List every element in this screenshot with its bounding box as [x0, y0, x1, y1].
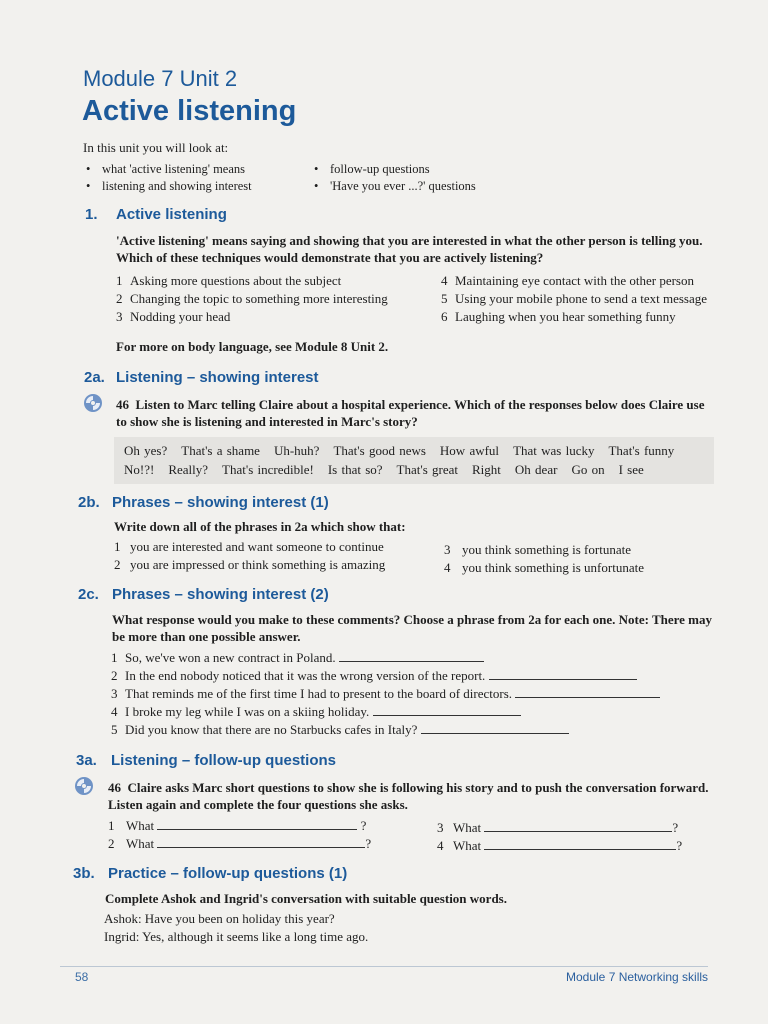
comments-list [111, 650, 660, 740]
module-label: Module 7 Unit 2 [83, 66, 238, 91]
list-item: 2 you are impressed or think something is amazing [114, 557, 386, 572]
answer-blank[interactable] [484, 838, 676, 850]
list-item: 3 Nodding your head [116, 309, 231, 324]
topics-right [314, 162, 476, 196]
list-item: 5 Using your mobile phone to send a text message [441, 291, 708, 306]
section-3b-instructions: Complete Ashok and Ingrid's conversation with suitable question words. [105, 891, 507, 906]
section-number: 3a. [76, 752, 97, 769]
section-2c-instructions: What response would you make to these comments? Choose a phrase from 2a for each one. Note: There may be more than one possible answer. [112, 612, 713, 644]
section-3a-heading [76, 752, 336, 769]
section-title: Active listening [116, 206, 227, 223]
answer-blank[interactable] [157, 836, 365, 848]
topic-item: • listening and showing interest [86, 179, 252, 196]
section-2c-heading [78, 586, 329, 603]
footer-module-label: Module 7 Networking skills [566, 970, 709, 984]
dialogue-line: Ashok: Have you been on holiday this year? [104, 911, 335, 926]
phrase: That was lucky [513, 443, 595, 458]
section-number: 2c. [78, 586, 99, 603]
page-title: Active listening [82, 95, 297, 127]
section-title: Listening – showing interest [116, 369, 319, 386]
phrase: That's incredible! [222, 462, 314, 477]
phrase: That's funny [608, 443, 675, 458]
section-number: 2b. [78, 494, 100, 511]
techniques-left [116, 273, 388, 327]
phrase: How awful [439, 443, 500, 458]
topic-item: • what 'active listening' means [86, 162, 252, 179]
list-item: 3 What ? [437, 820, 679, 835]
answer-blank[interactable] [421, 722, 569, 734]
dialogue-line: Ingrid: Yes, although it seems like a long time ago. [104, 929, 369, 944]
section-3a-instructions: 46 Claire asks Marc short questions to show she is following his story and to push the conversation forward. Listen again and complete the four questions she asks. [108, 780, 709, 812]
list-item: 5 Did you know that there are no Starbucks cafes in Italy? [111, 722, 660, 740]
track-number: 46 [108, 780, 121, 795]
list-item: 3 you think something is fortunate [444, 542, 631, 557]
section-number: 3b. [73, 865, 95, 882]
list-item: 1 Asking more questions about the subject [116, 273, 342, 288]
list-item: 2 In the end nobody noticed that it was the wrong version of the report. [111, 668, 660, 686]
techniques-right [441, 273, 707, 327]
section-number: 2a. [84, 369, 105, 386]
footer-divider [60, 966, 708, 967]
answer-blank[interactable] [484, 820, 672, 832]
list-item: 3 That reminds me of the first time I had to present to the board of directors. [111, 686, 660, 704]
phrase-box [114, 437, 714, 484]
answer-blank[interactable] [373, 704, 521, 716]
section-2a-heading [84, 369, 319, 386]
criteria-left [114, 539, 385, 575]
topics-left [86, 162, 252, 196]
phrase: No!?! [124, 462, 155, 477]
list-item: 2 What ? [108, 836, 372, 851]
phrase: I see [618, 462, 644, 477]
phrase: Go on [571, 462, 605, 477]
list-item: 4 Maintaining eye contact with the other person [441, 273, 694, 288]
phrase: Really? [168, 462, 209, 477]
conversation [104, 911, 368, 947]
list-item: 1 So, we've won a new contract in Poland. [111, 650, 660, 668]
section-title: Practice – follow-up questions (1) [108, 865, 348, 882]
page-number: 58 [75, 970, 89, 984]
phrase: Right [472, 462, 501, 477]
phrase: That's great [396, 462, 459, 477]
phrase: Oh yes? [124, 443, 168, 458]
section-2a-instructions: 46 Listen to Marc telling Claire about a hospital experience. Which of the responses below does Claire use to show she is listening and interested in Marc's story? [116, 397, 705, 429]
phrase: Is that so? [327, 462, 383, 477]
answer-blank[interactable] [157, 818, 357, 830]
phrase: That's good news [333, 443, 426, 458]
audio-cd-icon[interactable] [74, 776, 94, 796]
cross-reference-note: For more on body language, see Module 8 Unit 2. [116, 339, 389, 354]
phrase-row [124, 443, 688, 459]
phrase: Oh dear [514, 462, 558, 477]
topic-item: • follow-up questions [314, 162, 476, 179]
section-1-instructions: 'Active listening' means saying and showing that you are interested in what the other person is telling you. Which of these techniques would demonstrate that you are actively listening? [116, 233, 703, 265]
topic-item: • 'Have you ever ...?' questions [314, 179, 476, 196]
section-2b-instructions: Write down all of the phrases in 2a which show that: [114, 519, 406, 534]
phrase: Uh-huh? [273, 443, 320, 458]
track-number: 46 [116, 397, 129, 412]
list-item: 2 Changing the topic to something more interesting [116, 291, 388, 306]
section-number: 1. [85, 206, 98, 223]
phrase: That's a shame [181, 443, 260, 458]
list-item: 1 What ? [108, 818, 367, 833]
phrase-row [124, 462, 658, 478]
answer-blank[interactable] [339, 650, 484, 662]
questions-left [108, 818, 371, 854]
section-title: Listening – follow-up questions [111, 752, 336, 769]
criteria-right [444, 542, 644, 578]
answer-blank[interactable] [515, 686, 660, 698]
list-item: 1 you are interested and want someone to continue [114, 539, 384, 554]
answer-blank[interactable] [489, 668, 637, 680]
intro-text: In this unit you will look at: [83, 140, 229, 155]
list-item: 4 What ? [437, 838, 683, 853]
list-item: 4 I broke my leg while I was on a skiing holiday. [111, 704, 660, 722]
list-item: 4 you think something is unfortunate [444, 560, 644, 575]
section-1-heading [85, 206, 227, 223]
list-item: 6 Laughing when you hear something funny [441, 309, 676, 324]
audio-cd-icon[interactable] [83, 393, 103, 413]
section-title: Phrases – showing interest (2) [112, 586, 329, 603]
section-2b-heading [78, 494, 329, 511]
section-title: Phrases – showing interest (1) [112, 494, 329, 511]
questions-right [437, 820, 682, 856]
section-3b-heading [73, 865, 347, 882]
